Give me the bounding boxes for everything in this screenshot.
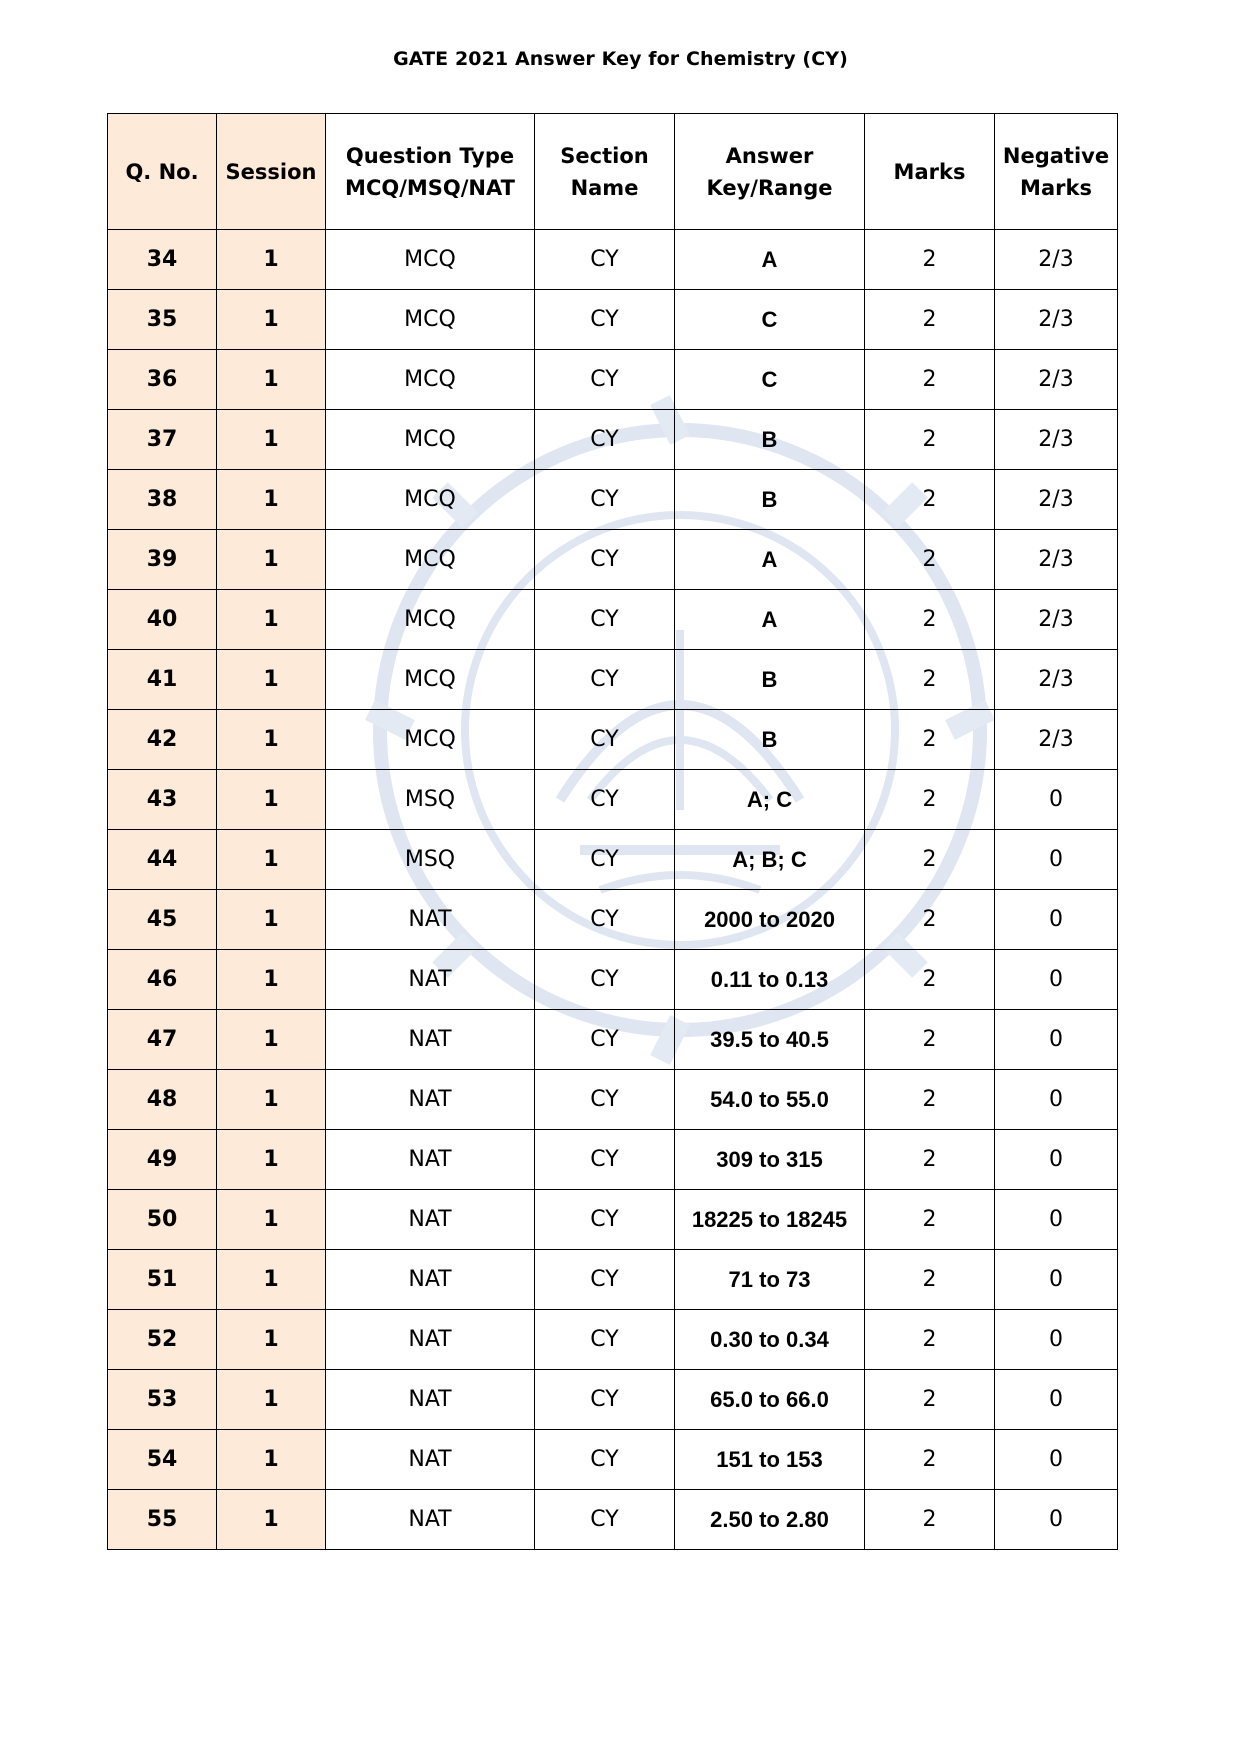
cell-answer: 65.0 to 66.0 [675,1370,865,1430]
table-row [108,1310,1118,1370]
header-row [108,114,1118,230]
answer-key-table [107,113,1118,1550]
cell-marks: 2 [865,530,995,590]
cell-marks: 2 [865,1430,995,1490]
cell-marks: 2 [865,770,995,830]
cell-qno: 38 [108,470,217,530]
cell-section: CY [535,1430,675,1490]
cell-marks: 2 [865,830,995,890]
cell-section: CY [535,290,675,350]
header-session: Session [217,114,326,230]
table-row [108,1370,1118,1430]
cell-question-type: NAT [326,1370,535,1430]
cell-section: CY [535,950,675,1010]
table-row [108,710,1118,770]
cell-section: CY [535,470,675,530]
cell-session: 1 [217,1430,326,1490]
cell-negative-marks: 0 [995,890,1118,950]
cell-negative-marks: 0 [995,1130,1118,1190]
cell-negative-marks: 2/3 [995,650,1118,710]
cell-section: CY [535,1250,675,1310]
cell-question-type: MCQ [326,590,535,650]
header-question-type: Question Type MCQ/MSQ/NAT [326,114,535,230]
cell-negative-marks: 0 [995,1430,1118,1490]
cell-marks: 2 [865,710,995,770]
cell-session: 1 [217,1010,326,1070]
cell-negative-marks: 2/3 [995,290,1118,350]
cell-qno: 44 [108,830,217,890]
cell-qno: 52 [108,1310,217,1370]
cell-negative-marks: 2/3 [995,410,1118,470]
cell-session: 1 [217,710,326,770]
table-row [108,890,1118,950]
cell-session: 1 [217,770,326,830]
cell-answer: 2000 to 2020 [675,890,865,950]
cell-answer: 0.30 to 0.34 [675,1310,865,1370]
cell-question-type: MCQ [326,530,535,590]
table-row [108,590,1118,650]
cell-qno: 40 [108,590,217,650]
cell-session: 1 [217,1190,326,1250]
cell-question-type: NAT [326,1010,535,1070]
cell-qno: 37 [108,410,217,470]
cell-section: CY [535,1490,675,1550]
cell-section: CY [535,410,675,470]
cell-question-type: MCQ [326,410,535,470]
cell-section: CY [535,890,675,950]
header-section-name: Section Name [535,114,675,230]
cell-question-type: NAT [326,1250,535,1310]
cell-negative-marks: 0 [995,1370,1118,1430]
cell-answer: B [675,470,865,530]
cell-qno: 41 [108,650,217,710]
cell-section: CY [535,350,675,410]
table-row [108,530,1118,590]
cell-answer: A [675,530,865,590]
cell-answer: A; C [675,770,865,830]
cell-question-type: MCQ [326,650,535,710]
cell-answer: 71 to 73 [675,1250,865,1310]
cell-section: CY [535,650,675,710]
table-row [108,410,1118,470]
cell-qno: 53 [108,1370,217,1430]
cell-question-type: MCQ [326,350,535,410]
cell-marks: 2 [865,650,995,710]
cell-qno: 55 [108,1490,217,1550]
cell-question-type: NAT [326,1310,535,1370]
cell-qno: 50 [108,1190,217,1250]
cell-answer: 309 to 315 [675,1130,865,1190]
cell-qno: 34 [108,230,217,290]
cell-section: CY [535,230,675,290]
cell-section: CY [535,1010,675,1070]
table-row [108,1010,1118,1070]
cell-marks: 2 [865,1070,995,1130]
cell-session: 1 [217,530,326,590]
cell-negative-marks: 2/3 [995,710,1118,770]
cell-marks: 2 [865,1130,995,1190]
cell-question-type: NAT [326,1070,535,1130]
header-qno: Q. No. [108,114,217,230]
cell-marks: 2 [865,1250,995,1310]
cell-section: CY [535,1370,675,1430]
cell-answer: B [675,650,865,710]
cell-answer: A; B; C [675,830,865,890]
cell-question-type: NAT [326,950,535,1010]
cell-answer: 39.5 to 40.5 [675,1010,865,1070]
table-row [108,1070,1118,1130]
cell-marks: 2 [865,1310,995,1370]
cell-answer: C [675,350,865,410]
cell-negative-marks: 0 [995,1490,1118,1550]
cell-negative-marks: 2/3 [995,350,1118,410]
cell-question-type: NAT [326,1130,535,1190]
cell-marks: 2 [865,950,995,1010]
table-row [108,950,1118,1010]
cell-marks: 2 [865,1010,995,1070]
table-row [108,1490,1118,1550]
cell-qno: 45 [108,890,217,950]
cell-question-type: MSQ [326,830,535,890]
cell-question-type: MSQ [326,770,535,830]
cell-session: 1 [217,1130,326,1190]
table-row [108,350,1118,410]
cell-negative-marks: 0 [995,1070,1118,1130]
cell-negative-marks: 2/3 [995,590,1118,650]
cell-negative-marks: 0 [995,1250,1118,1310]
cell-qno: 47 [108,1010,217,1070]
cell-qno: 49 [108,1130,217,1190]
cell-answer: 151 to 153 [675,1430,865,1490]
header-negative-marks: Negative Marks [995,114,1118,230]
cell-negative-marks: 0 [995,950,1118,1010]
header-answer-key: Answer Key/Range [675,114,865,230]
cell-section: CY [535,590,675,650]
cell-session: 1 [217,1250,326,1310]
cell-section: CY [535,710,675,770]
cell-question-type: MCQ [326,290,535,350]
cell-negative-marks: 0 [995,1190,1118,1250]
cell-qno: 35 [108,290,217,350]
cell-session: 1 [217,1070,326,1130]
cell-question-type: NAT [326,1190,535,1250]
cell-session: 1 [217,410,326,470]
table-row [108,1250,1118,1310]
cell-section: CY [535,1070,675,1130]
cell-qno: 51 [108,1250,217,1310]
cell-session: 1 [217,1370,326,1430]
cell-section: CY [535,1310,675,1370]
cell-session: 1 [217,590,326,650]
cell-answer: 54.0 to 55.0 [675,1070,865,1130]
cell-answer: A [675,230,865,290]
cell-session: 1 [217,830,326,890]
table-row [108,290,1118,350]
cell-marks: 2 [865,1370,995,1430]
table-row [108,1430,1118,1490]
cell-marks: 2 [865,350,995,410]
cell-session: 1 [217,350,326,410]
cell-qno: 39 [108,530,217,590]
cell-negative-marks: 0 [995,1010,1118,1070]
cell-answer: A [675,590,865,650]
table-row [108,650,1118,710]
cell-negative-marks: 0 [995,770,1118,830]
cell-question-type: NAT [326,890,535,950]
table-row [108,1130,1118,1190]
cell-section: CY [535,530,675,590]
cell-qno: 36 [108,350,217,410]
cell-marks: 2 [865,1490,995,1550]
cell-marks: 2 [865,890,995,950]
cell-marks: 2 [865,410,995,470]
cell-session: 1 [217,230,326,290]
cell-section: CY [535,1130,675,1190]
cell-section: CY [535,770,675,830]
cell-session: 1 [217,470,326,530]
cell-section: CY [535,1190,675,1250]
table-row [108,830,1118,890]
header-marks: Marks [865,114,995,230]
cell-question-type: MCQ [326,710,535,770]
cell-section: CY [535,830,675,890]
cell-qno: 54 [108,1430,217,1490]
cell-session: 1 [217,290,326,350]
cell-answer: 0.11 to 0.13 [675,950,865,1010]
cell-session: 1 [217,890,326,950]
cell-qno: 46 [108,950,217,1010]
cell-marks: 2 [865,590,995,650]
cell-question-type: MCQ [326,470,535,530]
cell-session: 1 [217,950,326,1010]
cell-answer: 18225 to 18245 [675,1190,865,1250]
document-title: GATE 2021 Answer Key for Chemistry (CY) [393,48,848,70]
cell-answer: B [675,710,865,770]
cell-marks: 2 [865,1190,995,1250]
table-row [108,1190,1118,1250]
table-row [108,230,1118,290]
cell-marks: 2 [865,230,995,290]
cell-qno: 48 [108,1070,217,1130]
cell-answer: B [675,410,865,470]
cell-negative-marks: 2/3 [995,470,1118,530]
cell-negative-marks: 2/3 [995,230,1118,290]
cell-qno: 43 [108,770,217,830]
cell-answer: C [675,290,865,350]
cell-answer: 2.50 to 2.80 [675,1490,865,1550]
cell-question-type: NAT [326,1430,535,1490]
cell-marks: 2 [865,470,995,530]
table-row [108,770,1118,830]
cell-question-type: MCQ [326,230,535,290]
table-row [108,470,1118,530]
cell-session: 1 [217,1310,326,1370]
cell-negative-marks: 2/3 [995,530,1118,590]
cell-negative-marks: 0 [995,1310,1118,1370]
cell-question-type: NAT [326,1490,535,1550]
cell-session: 1 [217,1490,326,1550]
cell-session: 1 [217,650,326,710]
cell-negative-marks: 0 [995,830,1118,890]
cell-qno: 42 [108,710,217,770]
cell-marks: 2 [865,290,995,350]
